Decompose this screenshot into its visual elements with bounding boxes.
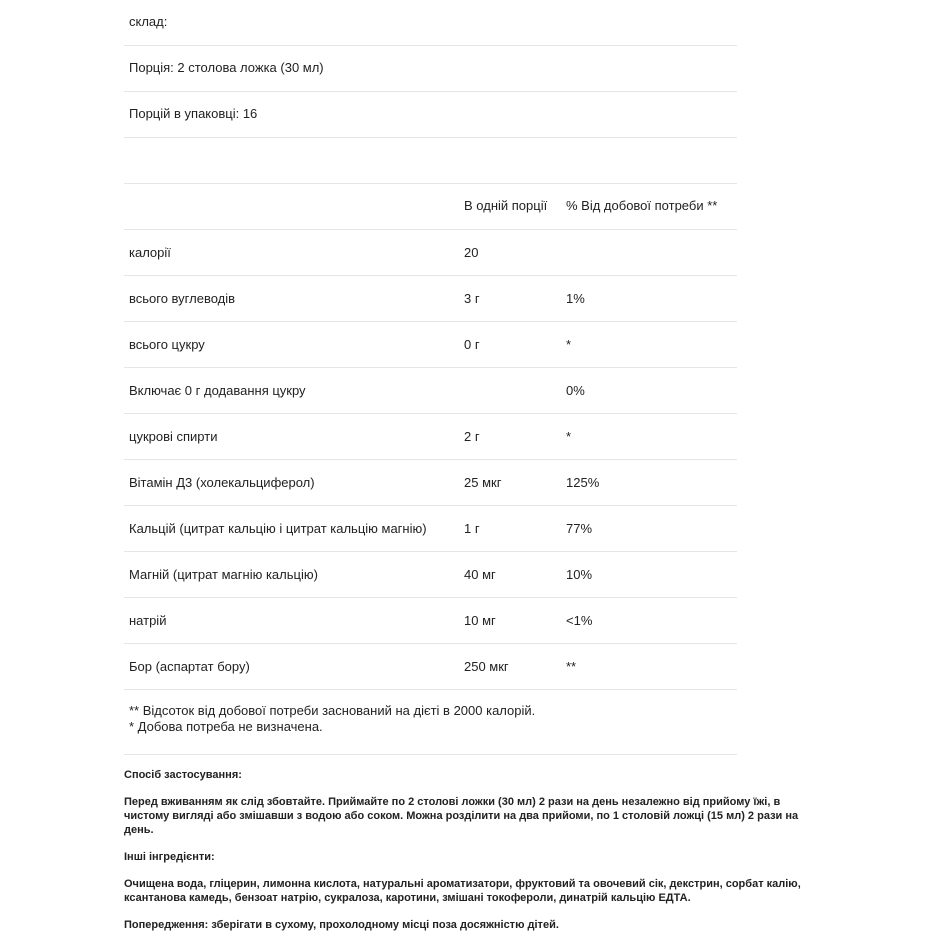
ingredients-text: Очищена вода, гліцерин, лимонна кислота, натуральні ароматизатори, фруктовий та овочевий сік, декстрин, сорбат калію, ксантанова камедь, бензоат натрію, сукралоза, каротини, змішані токофероли, динатрій кальцію ЕДТА. (124, 878, 801, 904)
nutrient-amount: 1 г (464, 521, 480, 536)
serving-size: Порція: 2 столова ложка (30 мл) (129, 60, 324, 75)
nutrient-dv: ** (566, 659, 577, 674)
serving-size-row (124, 46, 737, 92)
nutrient-dv: 77% (566, 521, 593, 536)
nutrient-name: Магній (цитрат магнію кальцію) (129, 567, 318, 582)
nutrient-dv: * (566, 429, 572, 444)
table-row (124, 322, 737, 368)
nutrient-name: Вітамін Д3 (холекальциферол) (129, 475, 315, 490)
table-row (124, 276, 737, 322)
table-row (124, 460, 737, 506)
nutrient-amount: 2 г (464, 429, 480, 444)
table-row (124, 368, 737, 414)
usage-heading: Спосіб застосування: (124, 769, 242, 781)
table-row (124, 644, 737, 690)
nutrient-amount: 3 г (464, 291, 480, 306)
nutrient-amount: 0 г (464, 337, 480, 352)
ingredients-heading: Інші інгредієнти: (124, 851, 215, 863)
header-daily-value: % Від добової потреби ** (566, 198, 718, 213)
nutrient-dv: * (566, 337, 572, 352)
nutrient-name: цукрові спирти (129, 429, 218, 444)
table-row (124, 552, 737, 598)
nutrient-amount: 25 мкг (464, 475, 502, 490)
nutrient-amount: 250 мкг (464, 659, 509, 674)
nutrient-dv: <1% (566, 613, 593, 628)
footnote-not-established: * Добова потреба не визначена. (129, 719, 323, 734)
footnotes (124, 690, 737, 755)
usage-section (124, 768, 814, 945)
composition-label: склад: (129, 14, 168, 29)
nutrient-amount: 10 мг (464, 613, 496, 628)
nutrient-name: Включає 0 г додавання цукру (129, 383, 306, 398)
table-header-row (124, 184, 737, 230)
nutrient-name: Бор (аспартат бору) (129, 659, 250, 674)
servings-per-container: Порцій в упаковці: 16 (129, 106, 258, 121)
nutrient-amount: 20 (464, 245, 479, 260)
header-amount: В одній порції (464, 198, 548, 213)
nutrient-dv: 1% (566, 291, 585, 306)
nutrient-name: всього вуглеводів (129, 291, 236, 306)
nutrient-name: Кальцій (цитрат кальцію і цитрат кальцію магнію) (129, 521, 427, 536)
footnote-daily-value-basis: ** Відсоток від добової потреби заснований на дієті в 2000 калорій. (129, 703, 536, 718)
table-row (124, 230, 737, 276)
servings-per-container-row (124, 92, 737, 138)
table-row (124, 598, 737, 644)
nutrient-dv: 0% (566, 383, 585, 398)
nutrient-name: калорії (129, 245, 171, 260)
table-row (124, 414, 737, 460)
supplement-facts (124, 0, 737, 755)
nutrient-dv: 10% (566, 567, 593, 582)
composition-label-row (124, 0, 737, 46)
table-row (124, 506, 737, 552)
nutrient-amount: 40 мг (464, 567, 496, 582)
spacer-row (124, 138, 737, 184)
warning-text: Попередження: зберігати в сухому, прохолодному місці поза досяжністю дітей. (124, 919, 559, 931)
nutrient-name: всього цукру (129, 337, 205, 352)
usage-text: Перед вживанням як слід збовтайте. Приймайте по 2 столові ложки (30 мл) 2 рази на день незалежно від прийому їжі, в чистому вигляді або змішавши з водою або соком. Можна розділити на два прийоми, по 1 столовій ложці (15 мл) 2 рази на день. (124, 796, 799, 836)
nutrient-dv: 125% (566, 475, 600, 490)
nutrient-name: натрій (129, 613, 167, 628)
